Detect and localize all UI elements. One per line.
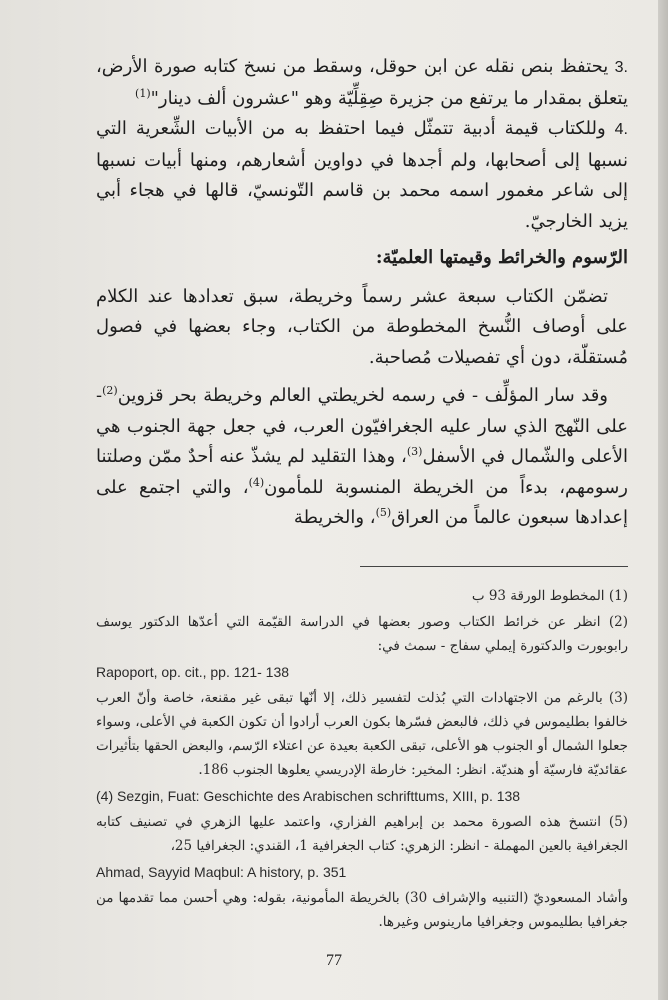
footnote-3: (3) بالرغم من الاجتهادات التي بُذلت لتفسير ذلك، إلا أنّها تبقى غير مقنعة، خاصة وأنّ العرب خالفوا بطليموس في ذلك، فالبعض فسّرها بكون العرب أرادوا أن تكون الكعبة في الأعلى، وسواء جعلوا الشمال أو الجنوب هو الأعلى، تبقى الكعبة بعيدة عن اعتلاء الرّسم، والبعض الحقها بتأثيرات عقائديّة فارسيّة أو هنديّة. انظر: المخير: خارطة الإدريسي يعلوها الجنوب 186.: [96, 690, 628, 778]
footnote-2: (2) انظر عن خرائط الكتاب وصور بعضها في الدراسة القيّمة التي أعدّها الدكتور يوسف رابوبورت والدكتورة إيملي سفاج - سمث في:: [96, 614, 628, 654]
footnote-ref: (2): [102, 384, 118, 397]
text-run: وقد سار المؤلِّف - في رسمه لخريطتي العالم وخريطة بحر قزوين: [117, 385, 608, 406]
main-text: [96, 52, 628, 534]
list-item-4: [96, 114, 628, 237]
footnote-divider: [360, 566, 628, 567]
footnote-2-citation: Rapoport, op. cit., pp. 121- 138: [96, 664, 290, 680]
footnote-5: (5) انتسخ هذه الصورة محمد بن إبراهيم الفزاري، واعتمد عليها الزهري في تصنيف كتابه الجغرافية بالعين المهملة - انظر: الزهري: كتاب الجغرافية 1، القندي: الجغرافيا 25،: [96, 814, 628, 854]
paragraph-2: [96, 381, 628, 534]
text-run: - على النّهج الذي سار عليه الجغرافيّون العرب، في جعل جهة الجنوب هي الأعلى والشّمال في الأسفل: [96, 385, 628, 467]
item-number: 3.: [614, 59, 628, 76]
item-text: يحتفظ بنص نقله عن ابن حوقل، وسقط من نسخ كتابه صورة الأرض، يتعلق بمقدار ما يرتفع من جزيرة صِقِلِّيّة وهو "عشرون ألف دينار": [96, 56, 628, 109]
footnotes: [96, 584, 628, 936]
page-number: 77: [326, 952, 342, 969]
footnote-5-citation: Ahmad, Sayyid Maqbul: A history, p. 351: [96, 864, 347, 880]
section-heading: الرّسوم والخرائط وقيمتها العلميّة:: [375, 247, 628, 268]
footnote-1: (1) المخطوط الورقة 93 ب: [471, 588, 628, 604]
footnote-4: (4) Sezgin, Fuat: Geschichte des Arabischen schrifttums, XIII, p. 138: [96, 788, 521, 804]
text-run: ، والخريطة: [293, 507, 376, 528]
text-run: ، والتي اجتمع على إعدادها سبعون عالماً من العراق: [96, 476, 628, 528]
footnote-ref: (3): [406, 445, 423, 458]
footnote-5-continued: وأشاد المسعوديّ (التنبيه والإشراف 30) بالخريطة المأمونية، بقوله: وهي أحسن مما تقدمها من جغرافيا بطليموس وجغرافيا مارينوس وغيرها.: [96, 890, 629, 930]
item-text: وللكتاب قيمة أدبية تتمثّل فيما احتفظ به من الأبيات الشِّعرية التي نسبها إلى أصحابها، ولم أجدها في دواوين أشعارهم، ومنها أبيات نسبها إلى شاعر مغمور اسمه محمد بن قاسم التّونسيّ، قالها في هجاء أبي يزيد الخارجيّ.: [96, 118, 628, 232]
footnote-ref: (4): [248, 475, 265, 489]
footnote-ref: (1): [135, 86, 151, 100]
paragraph-1: تضمّن الكتاب سبعة عشر رسماً وخريطة، سبق تعدادها عند الكلام على أوصاف النُّسخ المخطوطة من الكتاب، وجاء بعضها في فصول مُستقلّة، دون أي تفصيلات مُصاحبة.: [96, 285, 628, 368]
item-number: 4.: [614, 121, 628, 138]
page-edge: [658, 0, 668, 1000]
footnote-ref: (5): [375, 506, 392, 519]
text-run: ، وهذا التقليد لم يشذّ عنه أحدٌ ممّن وصلتنا رسومهم، بدءاً من الخريطة المنسوبة للمأمون: [96, 446, 628, 498]
list-item-3: [96, 52, 628, 114]
